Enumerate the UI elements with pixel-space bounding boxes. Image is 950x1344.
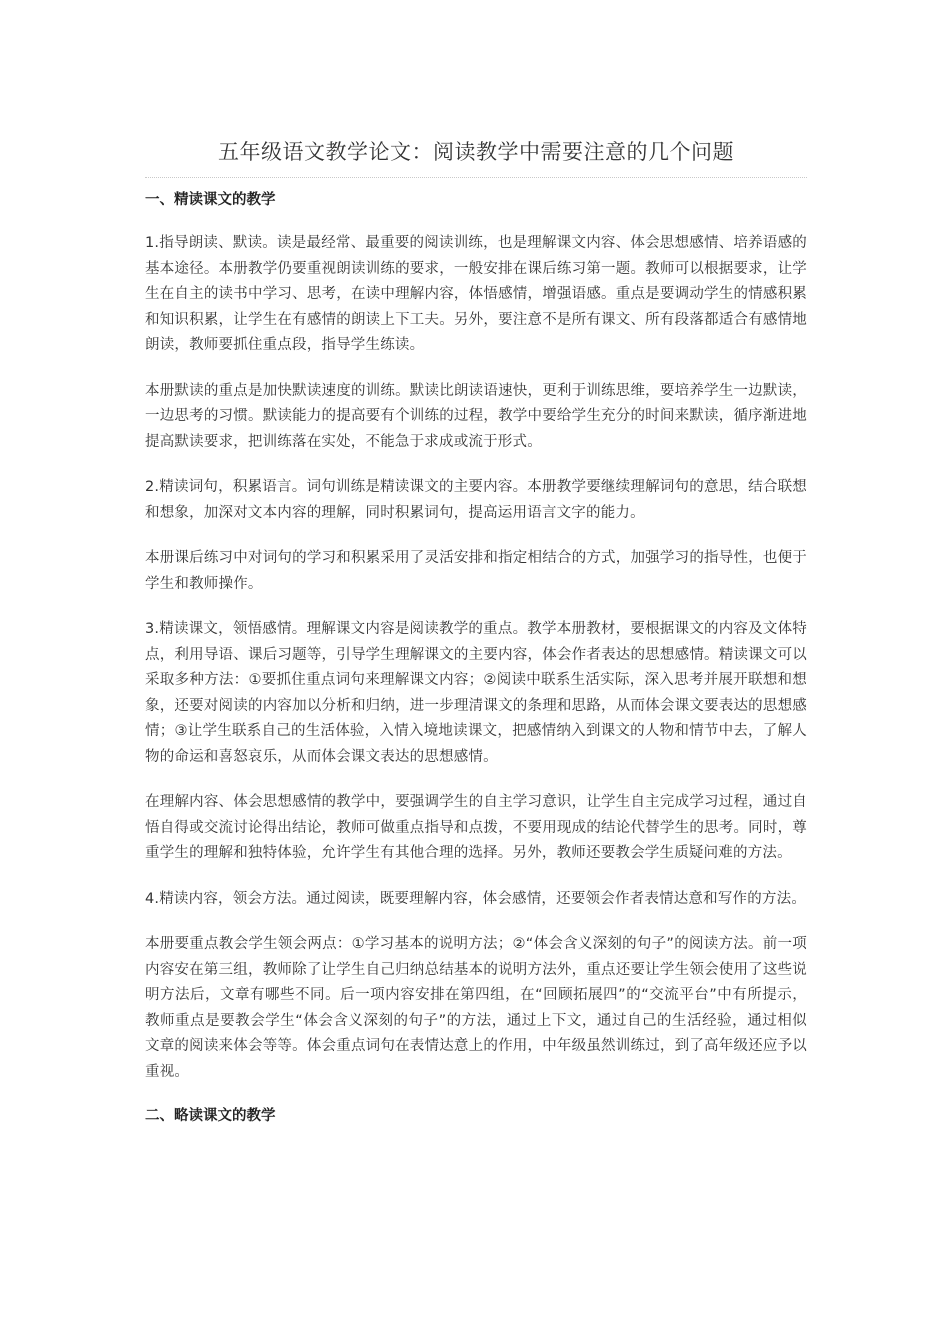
document-page	[145, 0, 807, 1126]
section-heading-1: 一、精读课文的教学	[145, 192, 276, 208]
paragraph: 本册默读的重点是加快默读速度的训练。默读比朗读语速快，更利于训练思维，要培养学生一边默读，一边思考的习惯。默读能力的提高要有个训练的过程，教学中要给学生充分的时间来默读，循序渐进地提高默读要求，把训练落在实处，不能急于求成或流于形式。	[145, 382, 807, 450]
paragraph: 在理解内容、体会思想感情的教学中，要强调学生的自主学习意识，让学生自主完成学习过程，通过自悟自得或交流讨论得出结论，教师可做重点指导和点拨，不要用现成的结论代替学生的思考。同时，尊重学生的理解和独特体验，允许学生有其他合理的选择。另外，教师还要教会学生质疑问难的方法。	[145, 794, 807, 861]
paragraph: 本册要重点教会学生领会两点：①学习基本的说明方法；②“体会含义深刻的句子”的阅读方法。前一项内容安在第三组，教师除了让学生自己归纳总结基本的说明方法外，重点还要让学生领会使用了这些说明方法后，文章有哪些不同。后一项内容安排在第四组，在“回顾拓展四”的“交流平台”中有所提示，教师重点是要教会学生“体会含义深刻的句子”的方法，通过上下文，通过自己的生活经验，通过相似文章的阅读来体会等等。体会重点词句在表情达意上的作用，中年级虽然训练过，到了高年级还应予以重视。	[145, 936, 807, 1080]
paragraph: 4.精读内容，领会方法。通过阅读，既要理解内容，体会感情，还要领会作者表情达意和写作的方法。	[145, 890, 807, 907]
paragraph: 2.精读词句，积累语言。词句训练是精读课文的主要内容。本册教学要继续理解词句的意思，结合联想和想象，加深对文本内容的理解，同时积累词句，提高运用语言文字的能力。	[145, 479, 807, 521]
title-divider	[145, 177, 807, 178]
paragraph: 1.指导朗读、默读。读是最经常、最重要的阅读训练，也是理解课文内容、体会思想感情、培养语感的基本途径。本册教学仍要重视朗读训练的要求，一般安排在课后练习第一题。教师可以根据要求，让学生在自主的读书中学习、思考，在读中理解内容，体悟感情，增强语感。重点是要调动学生的情感积累和知识积累，让学生在有感情的朗读上下工夫。另外，要注意不是所有课文、所有段落都适合有感情地朗读，教师要抓住重点段，指导学生练读。	[145, 235, 807, 353]
document-title: 五年级语文教学论文：阅读教学中需要注意的几个问题	[218, 140, 734, 164]
paragraph: 本册课后练习中对词句的学习和积累采用了灵活安排和指定相结合的方式，加强学习的指导性，也便于学生和教师操作。	[145, 550, 807, 592]
paragraph: 3.精读课文，领悟感情。理解课文内容是阅读教学的重点。教学本册教材，要根据课文的内容及文体特点，利用导语、课后习题等，引导学生理解课文的主要内容，体会作者表达的思想感情。精读课文可以采取多种方法：①要抓住重点词句来理解课文内容；②阅读中联系生活实际，深入思考并展开联想和想象，还要对阅读的内容加以分析和归纳，进一步理清课文的条理和思路，从而体会课文要表达的思想感情；③让学生联系自己的生活体验，入情入境地读课文，把感情纳入到课文的人物和情节中去，了解人物的命运和喜怒哀乐，从而体会课文表达的思想感情。	[145, 621, 807, 765]
section-heading-2: 二、略读课文的教学	[145, 1108, 276, 1124]
